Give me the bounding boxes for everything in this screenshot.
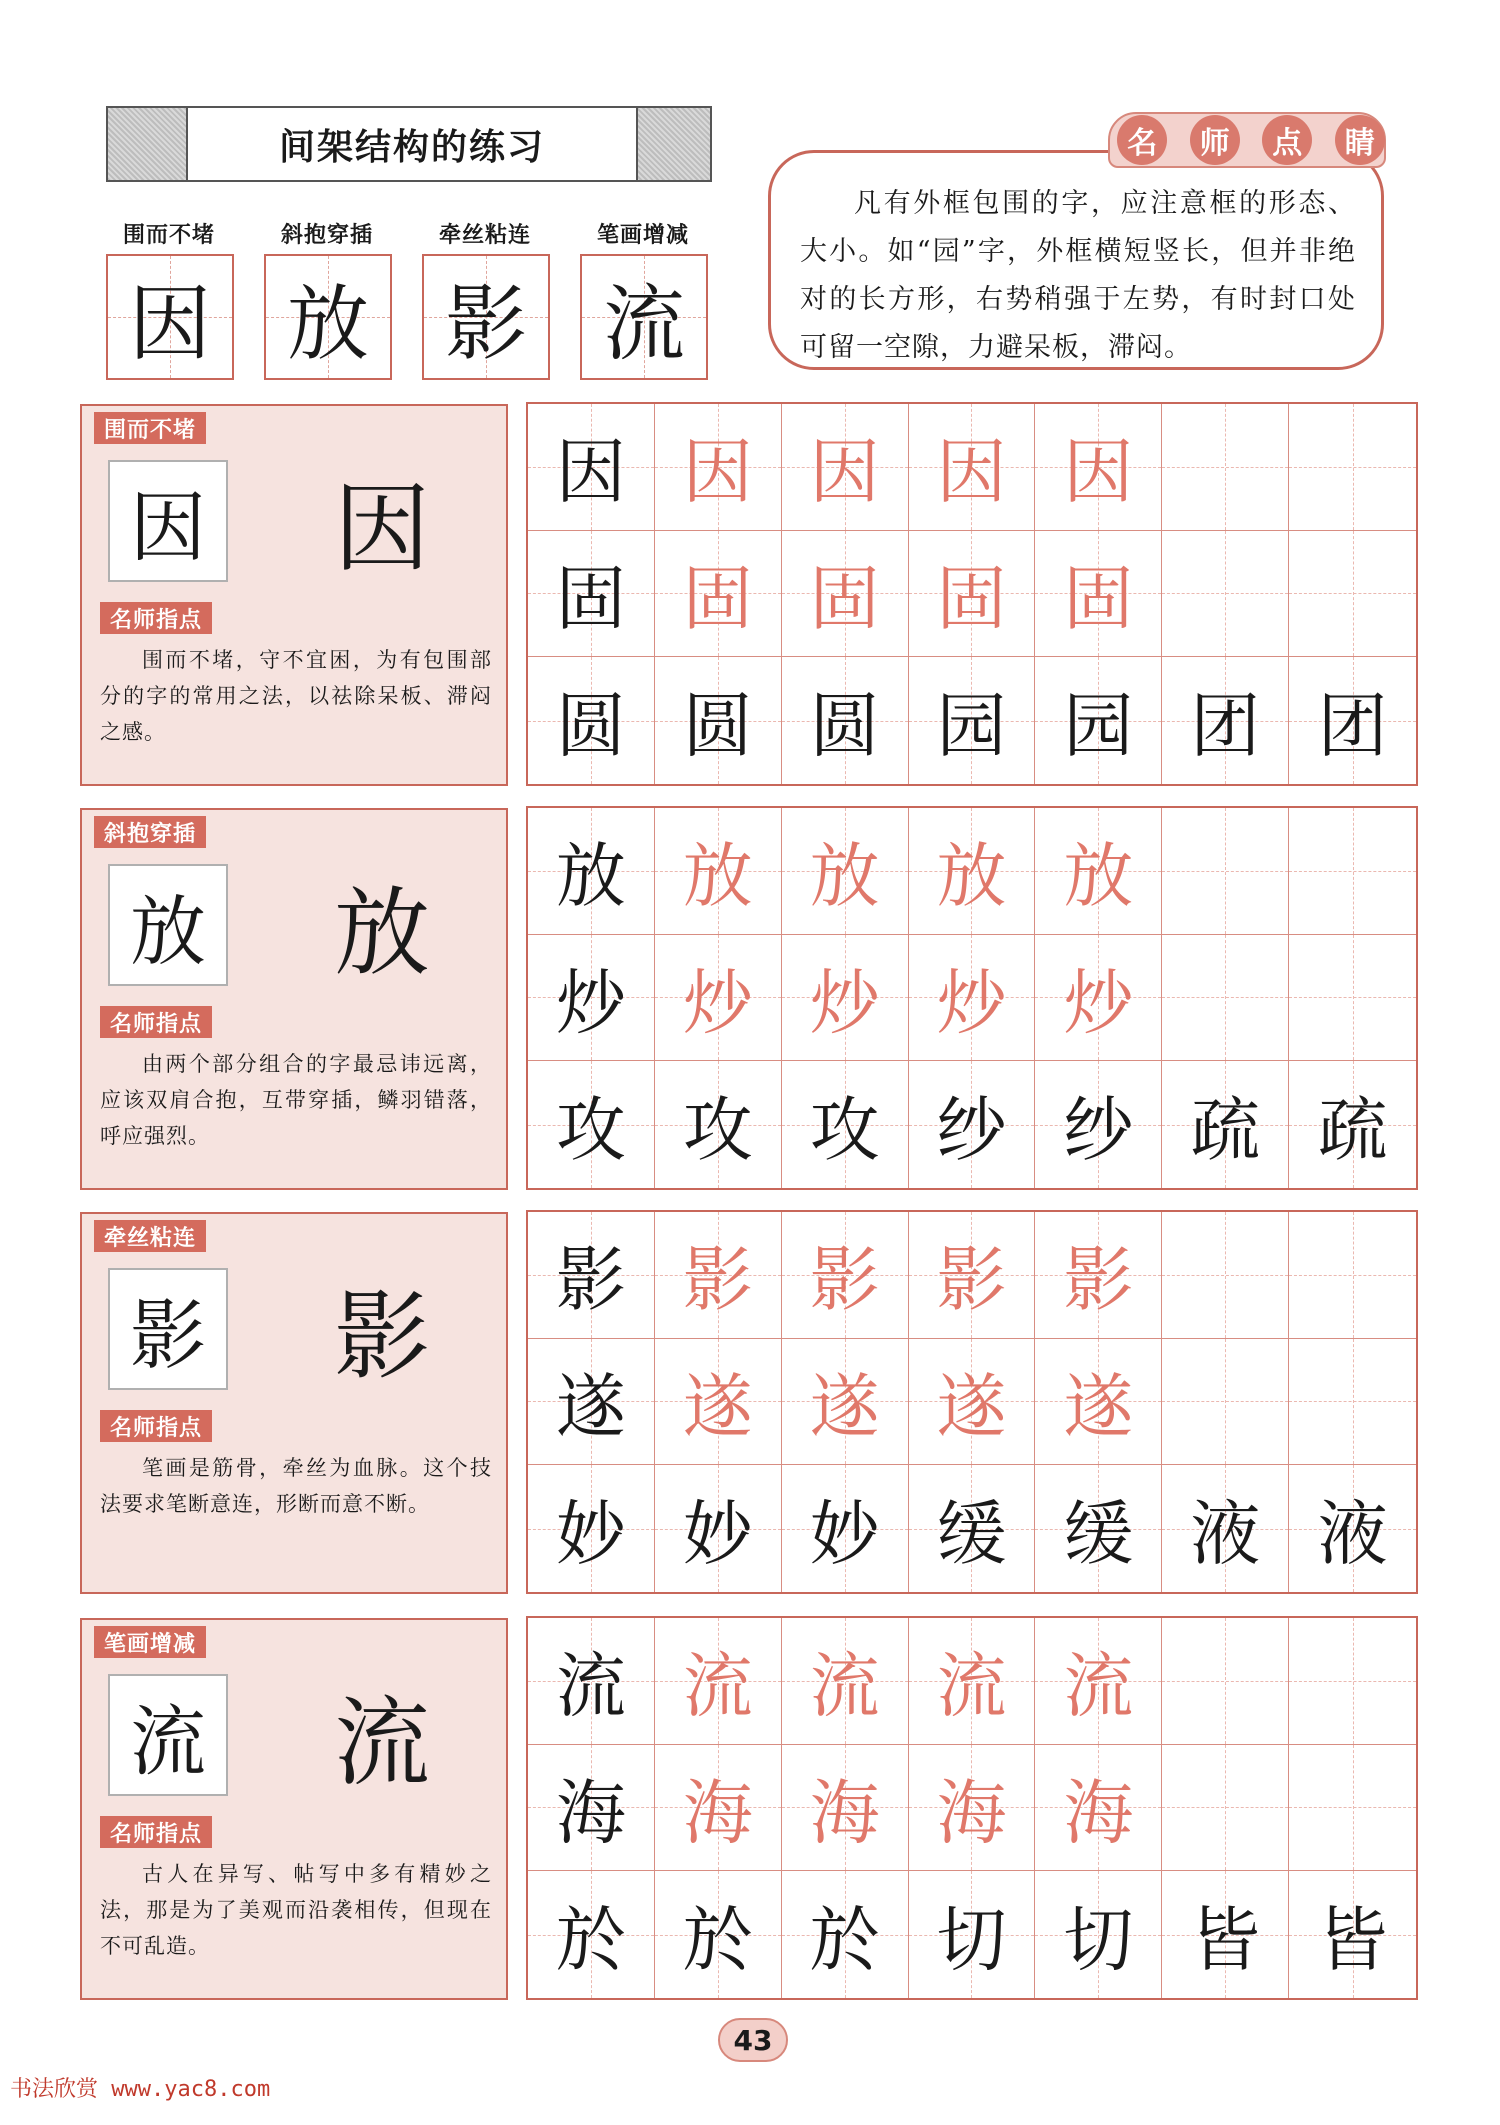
model-char-cell: [528, 1618, 655, 1745]
model-char-cell: [528, 935, 655, 1062]
empty-practice-cell[interactable]: [1162, 808, 1289, 935]
grid-char: 影: [936, 1239, 1007, 1322]
tip-label: 名师指点: [100, 1006, 212, 1038]
trace-char-cell: [909, 1745, 1036, 1872]
section-panel: [80, 1618, 508, 2000]
trace-char-cell: [1035, 531, 1162, 658]
tip-heading-char: 师: [1190, 115, 1240, 165]
grid-char: 遂: [1063, 1365, 1134, 1448]
grid-char: 园: [936, 685, 1007, 768]
grid-char: 影: [555, 1239, 626, 1322]
grid-char: 疏: [1190, 1089, 1261, 1172]
tip-heading-char: 睛: [1335, 115, 1385, 165]
empty-practice-cell[interactable]: [1162, 1745, 1289, 1872]
grid-char: 影: [682, 1239, 753, 1322]
page-title: 间架结构的练习: [186, 108, 638, 180]
model-char-cell: [909, 1465, 1036, 1592]
model-char-cell: [1035, 657, 1162, 784]
model-char-cell: [528, 1465, 655, 1592]
model-char-cell: [655, 657, 782, 784]
trace-char-cell: [655, 1745, 782, 1872]
trace-char-cell: [655, 1339, 782, 1466]
grid-char: 疏: [1317, 1089, 1388, 1172]
trace-char-cell: [655, 808, 782, 935]
grid-char: 流: [936, 1645, 1007, 1728]
example-label-1: 围而不堵: [122, 223, 215, 248]
example-char-box-3: [422, 254, 550, 380]
grid-char: 团: [1190, 685, 1261, 768]
section-description: 由两个部分组合的字最忌讳远离，应该双肩合抱，互带穿插，鳞羽错落，呼应强烈。: [100, 1052, 492, 1148]
grid-char: 园: [1063, 685, 1134, 768]
grid-char: 流: [809, 1645, 880, 1728]
empty-practice-cell[interactable]: [1162, 404, 1289, 531]
section-panel: [80, 808, 508, 1190]
model-char-cell: [1289, 1061, 1416, 1188]
trace-char-cell: [782, 1618, 909, 1745]
trace-char-cell: [909, 531, 1036, 658]
practice-grid: [526, 1616, 1418, 2000]
empty-practice-cell[interactable]: [1289, 531, 1416, 658]
grid-char: 攻: [682, 1089, 753, 1172]
model-char-cell: [655, 1465, 782, 1592]
trace-char-cell: [782, 1339, 909, 1466]
trace-char-cell: [782, 1212, 909, 1339]
section-tag: 围而不堵: [94, 412, 206, 444]
title-bar: [106, 106, 712, 182]
grid-char: 因: [555, 431, 626, 514]
trace-char-cell: [1035, 935, 1162, 1062]
model-char-cell: [528, 1061, 655, 1188]
grid-char: 纱: [1063, 1089, 1134, 1172]
grid-char: 遂: [809, 1365, 880, 1448]
empty-practice-cell[interactable]: [1162, 1339, 1289, 1466]
model-char-cell: [528, 657, 655, 784]
example-char-box-4: [580, 254, 708, 380]
model-char-cell: [782, 1061, 909, 1188]
grid-char: 固: [1063, 557, 1134, 640]
grid-char: 妙: [555, 1493, 626, 1576]
model-char-cell: [528, 1871, 655, 1998]
grid-char: 妙: [682, 1493, 753, 1576]
grid-char: 海: [555, 1771, 626, 1854]
trace-char-cell: [909, 1618, 1036, 1745]
grid-char: 海: [936, 1771, 1007, 1854]
grid-char: 团: [1317, 685, 1388, 768]
grid-char: 炒: [1063, 961, 1134, 1044]
grid-char: 海: [809, 1771, 880, 1854]
trace-char-cell: [655, 1212, 782, 1339]
grid-char: 炒: [682, 961, 753, 1044]
model-char-box: 影: [108, 1268, 228, 1390]
model-char-cell: [909, 657, 1036, 784]
grid-char: 炒: [936, 961, 1007, 1044]
model-char-cell: [1035, 1871, 1162, 1998]
grid-char: 切: [1063, 1899, 1134, 1982]
empty-practice-cell[interactable]: [1289, 1339, 1416, 1466]
section-description: 古人在异写、帖写中多有精妙之法，那是为了美观而沿袭相传，但现在不可乱造。: [100, 1862, 492, 1958]
trace-char-cell: [1035, 1339, 1162, 1466]
trace-char-cell: [909, 935, 1036, 1062]
trace-char-cell: [782, 935, 909, 1062]
grid-char: 放: [555, 835, 626, 918]
grid-char: 於: [809, 1899, 880, 1982]
tip-label: 名师指点: [100, 1410, 212, 1442]
grid-char: 海: [682, 1771, 753, 1854]
model-char-large: 流: [334, 1686, 430, 1799]
practice-grid: [526, 1210, 1418, 1594]
grid-char: 流: [1063, 1645, 1134, 1728]
trace-char-cell: [1035, 404, 1162, 531]
grid-char: 遂: [555, 1365, 626, 1448]
model-char-box: 放: [108, 864, 228, 986]
grid-char: 切: [936, 1899, 1007, 1982]
trace-char-cell: [1035, 808, 1162, 935]
model-char-large: 影: [334, 1280, 430, 1393]
section-panel: [80, 404, 508, 786]
page-number: 43: [718, 2018, 788, 2062]
grid-char: 圆: [555, 685, 626, 768]
grid-char: 遂: [682, 1365, 753, 1448]
model-char-cell: [655, 1871, 782, 1998]
model-char-cell: [528, 1745, 655, 1872]
empty-practice-cell[interactable]: [1289, 1618, 1416, 1745]
empty-practice-cell[interactable]: [1289, 1745, 1416, 1872]
example-label-4: 笔画增减: [596, 223, 689, 248]
model-char-cell: [528, 404, 655, 531]
grid-char: 因: [936, 431, 1007, 514]
watermark: 书法欣赏 www.yac8.com: [10, 2077, 271, 2102]
section-description: 围而不堵，守不宜困，为有包围部分的字的常用之法，以祛除呆板、滞闷之感。: [100, 648, 492, 744]
model-char-cell: [1289, 1465, 1416, 1592]
grid-char: 固: [555, 557, 626, 640]
model-char-large: 因: [334, 472, 430, 585]
grid-char: 缓: [1063, 1493, 1134, 1576]
section-tag: 斜抱穿插: [94, 816, 206, 848]
grid-char: 因: [1063, 431, 1134, 514]
grid-char: 因: [809, 431, 880, 514]
grid-char: 流: [555, 1645, 626, 1728]
grid-char: 固: [809, 557, 880, 640]
example-char-box-1: [106, 254, 234, 380]
grid-char: 遂: [936, 1365, 1007, 1448]
tip-heading-char: 点: [1262, 115, 1312, 165]
model-char-cell: [528, 808, 655, 935]
model-char-cell: [1035, 1465, 1162, 1592]
example-char-box-2: [264, 254, 392, 380]
grid-char: 固: [682, 557, 753, 640]
empty-practice-cell[interactable]: [1162, 531, 1289, 658]
grid-char: 固: [936, 557, 1007, 640]
grid-char: 影: [1063, 1239, 1134, 1322]
grid-char: 放: [809, 835, 880, 918]
model-char-large: 放: [334, 876, 430, 989]
practice-grid: [526, 402, 1418, 786]
example-char: 影: [444, 276, 527, 372]
model-char-cell: [782, 1871, 909, 1998]
trace-char-cell: [782, 1745, 909, 1872]
trace-char-cell: [782, 531, 909, 658]
grid-char: 放: [1063, 835, 1134, 918]
model-char-cell: [782, 657, 909, 784]
empty-practice-cell[interactable]: [1289, 404, 1416, 531]
grid-char: 攻: [809, 1089, 880, 1172]
tip-heading-char: 名: [1117, 115, 1167, 165]
model-char-cell: [528, 531, 655, 658]
grid-char: 炒: [809, 961, 880, 1044]
grid-char: 因: [682, 431, 753, 514]
model-char-cell: [1162, 1061, 1289, 1188]
grid-char: 放: [936, 835, 1007, 918]
model-char-cell: [909, 1061, 1036, 1188]
model-char-cell: [655, 1061, 782, 1188]
grid-char: 液: [1317, 1493, 1388, 1576]
example-char: 流: [602, 276, 685, 372]
trace-char-cell: [1035, 1212, 1162, 1339]
trace-char-cell: [655, 531, 782, 658]
trace-char-cell: [655, 1618, 782, 1745]
section-tag: 牵丝粘连: [94, 1220, 206, 1252]
grid-char: 皆: [1190, 1899, 1261, 1982]
trace-char-cell: [909, 808, 1036, 935]
tip-box-text: 凡有外框包围的字，应注意框的形态、大小。如“园”字，外框横短竖长，但并非绝对的长方形，右势稍强于左势，有时封口处可留一空隙，力避呆板，滞闷。: [800, 188, 1356, 363]
empty-practice-cell[interactable]: [1162, 935, 1289, 1062]
grid-char: 影: [809, 1239, 880, 1322]
section-description: 笔画是筋骨，牵丝为血脉。这个技法要求笔断意连，形断而意不断。: [100, 1456, 492, 1516]
empty-practice-cell[interactable]: [1289, 808, 1416, 935]
grid-char: 缓: [936, 1493, 1007, 1576]
model-char-cell: [1289, 1871, 1416, 1998]
empty-practice-cell[interactable]: [1289, 1212, 1416, 1339]
grid-char: 於: [682, 1899, 753, 1982]
example-char: 因: [128, 276, 211, 372]
practice-grid: [526, 806, 1418, 1190]
trace-char-cell: [655, 404, 782, 531]
grid-char: 纱: [936, 1089, 1007, 1172]
example-label-2: 斜抱穿插: [280, 223, 373, 248]
grid-char: 攻: [555, 1089, 626, 1172]
trace-char-cell: [1035, 1745, 1162, 1872]
model-char-cell: [528, 1339, 655, 1466]
grid-char: 皆: [1317, 1899, 1388, 1982]
model-char-cell: [1162, 657, 1289, 784]
trace-char-cell: [909, 404, 1036, 531]
model-char-cell: [1289, 657, 1416, 784]
grid-char: 於: [555, 1899, 626, 1982]
trace-char-cell: [782, 808, 909, 935]
trace-char-cell: [1035, 1618, 1162, 1745]
trace-char-cell: [655, 935, 782, 1062]
section-tag: 笔画增减: [94, 1626, 206, 1658]
trace-char-cell: [909, 1339, 1036, 1466]
model-char-cell: [1162, 1871, 1289, 1998]
tip-box-heading: [1106, 108, 1396, 172]
empty-practice-cell[interactable]: [1162, 1212, 1289, 1339]
grid-char: 圆: [682, 685, 753, 768]
example-label-3: 牵丝粘连: [438, 223, 531, 248]
example-char: 放: [286, 276, 369, 372]
tip-label: 名师指点: [100, 1816, 212, 1848]
grid-char: 流: [682, 1645, 753, 1728]
grid-char: 圆: [809, 685, 880, 768]
grid-char: 妙: [809, 1493, 880, 1576]
grid-char: 液: [1190, 1493, 1261, 1576]
trace-char-cell: [782, 404, 909, 531]
model-char-cell: [528, 1212, 655, 1339]
model-char-cell: [909, 1871, 1036, 1998]
model-char-box: 流: [108, 1674, 228, 1796]
model-char-cell: [1035, 1061, 1162, 1188]
model-char-box: 因: [108, 460, 228, 582]
section-panel: [80, 1212, 508, 1594]
grid-char: 海: [1063, 1771, 1134, 1854]
grid-char: 放: [682, 835, 753, 918]
grid-char: 炒: [555, 961, 626, 1044]
model-char-cell: [782, 1465, 909, 1592]
tip-label: 名师指点: [100, 602, 212, 634]
model-char-cell: [1162, 1465, 1289, 1592]
empty-practice-cell[interactable]: [1162, 1618, 1289, 1745]
empty-practice-cell[interactable]: [1289, 935, 1416, 1062]
trace-char-cell: [909, 1212, 1036, 1339]
